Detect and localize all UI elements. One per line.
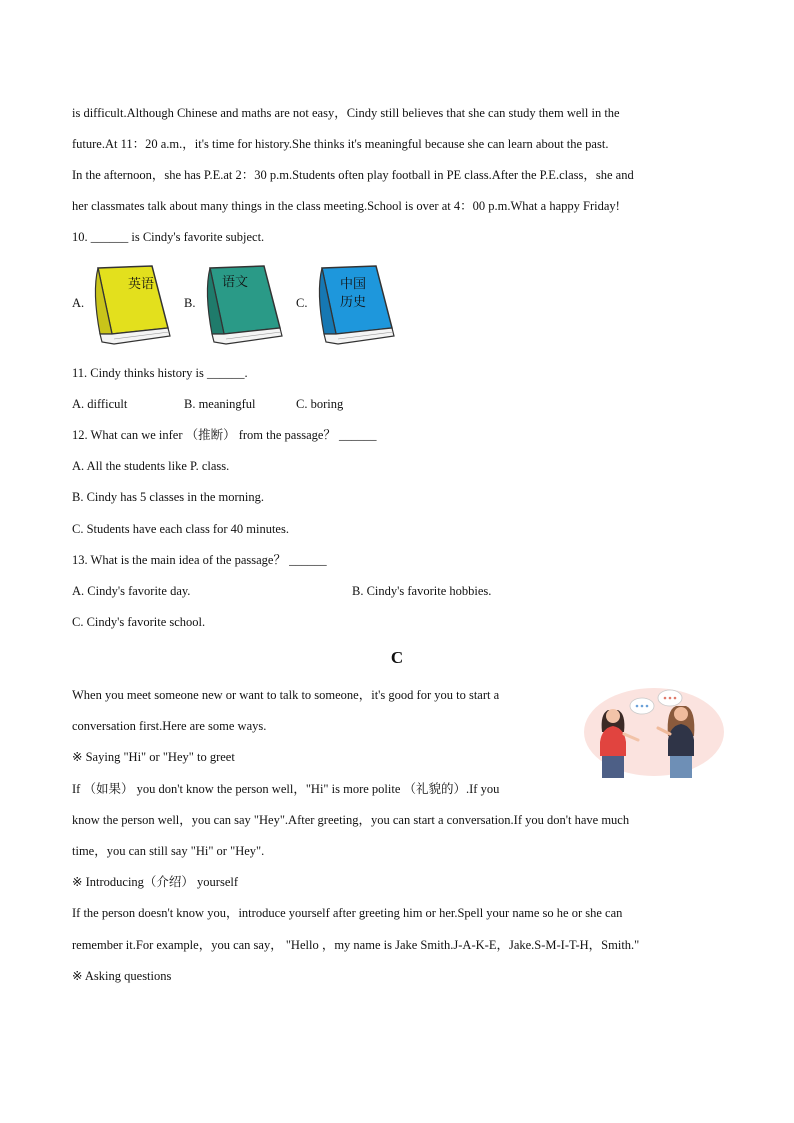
- section-c-line-2: conversation first.Here are some ways.: [72, 719, 267, 733]
- q11-option-b: B. meaningful: [184, 397, 256, 411]
- q11-option-a: A. difficult: [72, 397, 128, 411]
- section-c-line-10: ※ Asking questions: [72, 969, 172, 983]
- option-a-label: A.: [72, 296, 85, 310]
- q12-option-c: C. Students have each class for 40 minutes.: [72, 522, 289, 536]
- passage-line-2: future.At 11：20 a.m.，it's time for history.She thinks it's meaningful because she can learn about the past.: [72, 137, 609, 151]
- book-options: [72, 262, 432, 348]
- book-c-title-2: 历史: [340, 295, 367, 310]
- section-c-line-4: If （如果） you don't know the person well，"Hi" is more polite （礼貌的）.If you: [72, 782, 500, 796]
- section-c-line-6: time，you can still say "Hi" or "Hey".: [72, 844, 265, 858]
- section-c-line-8: If the person doesn't know you，introduce yourself after greeting him or her.Spell your name so he or she can: [72, 906, 623, 920]
- option-c-label: C.: [296, 296, 308, 310]
- section-c-line-7: ※ Introducing（介绍） yourself: [72, 875, 239, 889]
- passage-line-4: her classmates talk about many things in the class meeting.School is over at 4：00 p.m.What a happy Friday!: [72, 199, 620, 213]
- question-10-stem: 10. ______ is Cindy's favorite subject.: [72, 230, 265, 244]
- q11-option-c: C. boring: [296, 397, 344, 411]
- option-b-label: B.: [184, 296, 196, 310]
- conversation-illustration: [578, 684, 724, 784]
- section-c-line-1: When you meet someone new or want to talk to someone，it's good for you to start a: [72, 688, 500, 702]
- q12-option-b: B. Cindy has 5 classes in the morning.: [72, 490, 264, 504]
- book-b-title: 语文: [222, 275, 249, 290]
- section-c-line-5: know the person well，you can say "Hey".After greeting，you can start a conversation.If you don't have much: [72, 813, 630, 827]
- section-heading: C: [390, 648, 404, 667]
- question-11-stem: 11. Cindy thinks history is ______.: [72, 366, 248, 380]
- section-c-line-9: remember it.For example，you can say， "Hello ，my name is Jake Smith.J-A-K-E，Jake.S-M-I-T-H，Smith.": [72, 938, 640, 952]
- q12-option-a: A. All the students like P. class.: [72, 459, 230, 473]
- question-13-stem: 13. What is the main idea of the passage？ ______: [72, 553, 327, 567]
- book-c-title-1: 中国: [340, 277, 367, 292]
- question-12-stem: 12. What can we infer （推断） from the passage？ ______: [72, 428, 377, 442]
- book-a-icon: [95, 266, 170, 344]
- q13-option-b: B. Cindy's favorite hobbies.: [352, 584, 492, 598]
- q13-option-a: A. Cindy's favorite day.: [72, 584, 191, 598]
- passage-line-1: is difficult.Although Chinese and maths are not easy，Cindy still believes that she can study them well in the: [72, 106, 620, 120]
- passage-line-3: In the afternoon，she has P.E.at 2：30 p.m.Students often play football in PE class.After the P.E.class，she and: [72, 168, 634, 182]
- book-c-icon: [319, 266, 394, 344]
- book-a-title: 英语: [128, 277, 155, 292]
- section-c-line-3: ※ Saying "Hi" or "Hey" to greet: [72, 750, 235, 764]
- q13-option-c: C. Cindy's favorite school.: [72, 615, 206, 629]
- book-b-icon: [207, 266, 282, 344]
